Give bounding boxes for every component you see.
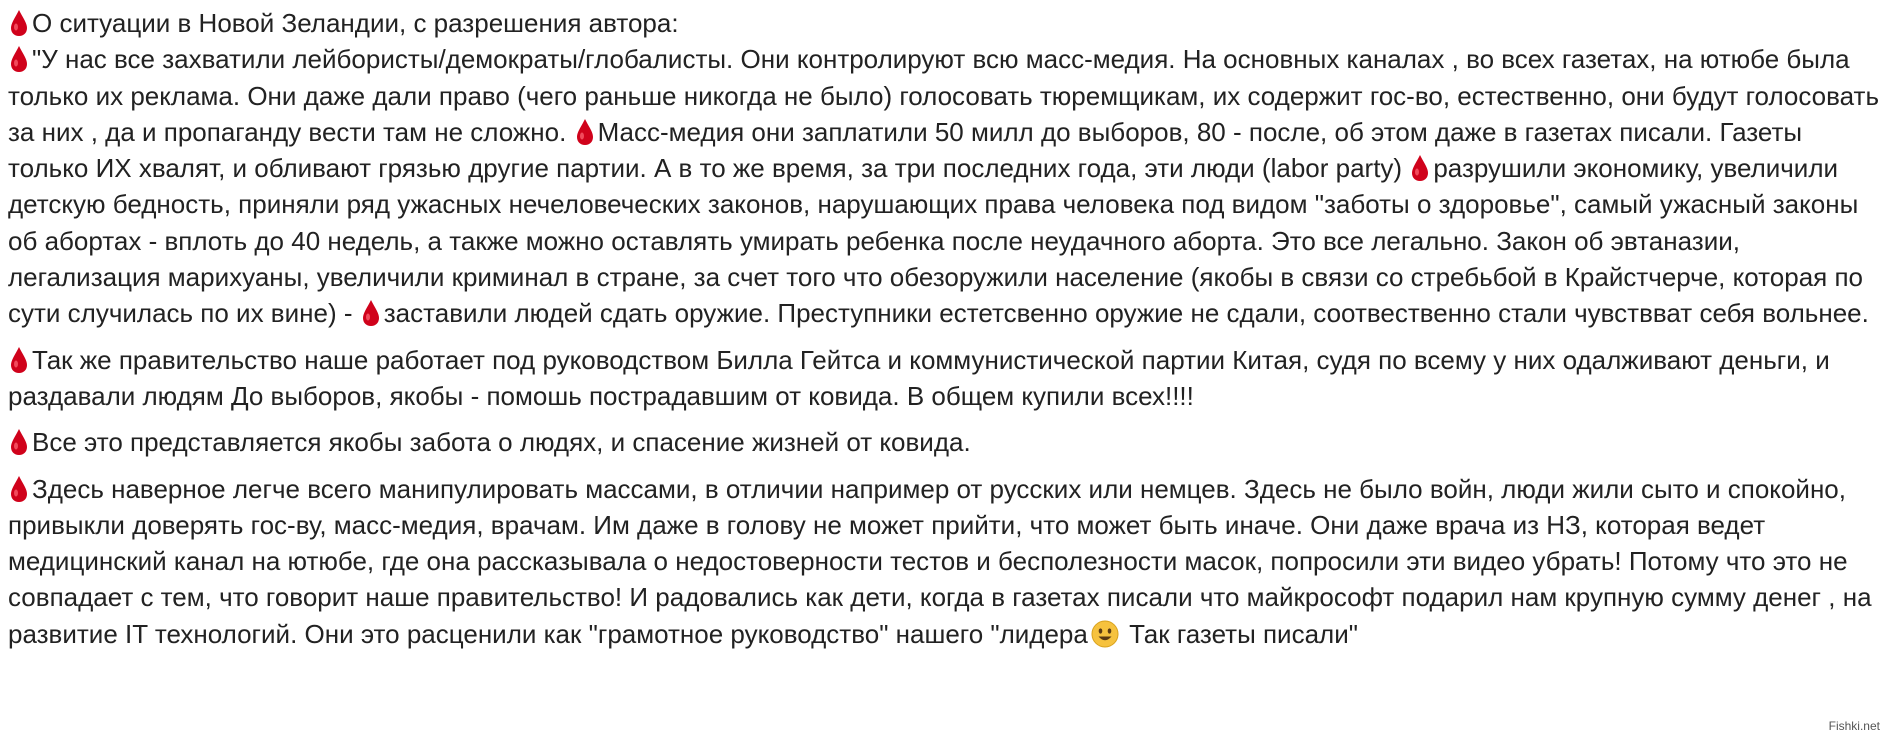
paragraph-text: Здесь наверное легче всего манипулировать массами, в отличии например от русских или немцев. Здесь не было войн, люди жили сыто и спокойно, привыкли доверять гос-ву, масс-медия, врачам. Им даже в голову не может прийти, что может быть иначе. Они даже врача из НЗ, которая ведет медицинский канал на ютюбе, где она рассказывала о недостоверности тестов и бесполезности масок, попросили эти видео убрать! Потому что это не совпадает с тем, что говорит наше правительство! И радовались как дети, когда в газетах писали что майкрософт подарил нам крупную сумму денег , на развитие IT технологий. Они это расценили как "грамотное руководство" нашего "лидера [8,473,1872,649]
paragraph-care [8,424,1882,460]
paragraph-text: "У нас все захватили лейбористы/демократы/глобалисты. Они контролируют всю масс-медия. На основных каналах , во всех газетах, на ютюбе была только их реклама. Они даже дали право (чего раньше никогда не было) голосовать тюремщикам, их содержит гос-во, естественно, они будут голосовать за них , да и пропаганду вести там не сложно. [8,44,1879,147]
paragraph-text: О ситуации в Новой Зеландии, с разрешения автора: [32,8,679,38]
smiling-face-icon [1090,619,1120,649]
blood-drop-icon [574,117,596,147]
paragraph-intro [8,5,1882,41]
blood-drop-icon [360,298,382,328]
site-watermark: Fishki.net [1828,719,1880,733]
blood-drop-icon [1409,153,1431,183]
paragraph-text: заставили людей сдать оружие. Преступники естетсвенно оружие не сдали, соотвественно стали чувствват себя вольнее. [383,298,1869,329]
blood-drop-icon [8,345,30,375]
paragraph-text: Все это представляется якобы забота о людях, и спасение жизней от ковида. [32,427,971,458]
paragraph-quote [8,41,1882,331]
blood-drop-icon [8,474,30,504]
paragraph-text: Так газеты писали" [1121,618,1358,649]
post-body [8,5,1882,652]
blood-drop-icon [8,8,30,38]
blood-drop-icon [8,44,30,74]
blood-drop-icon [8,427,30,457]
paragraph-manipulation [8,471,1882,652]
paragraph-text: Масс-медия они заплатили 50 милл до выборов, 80 - после, об этом даже в газетах писали. Газеты только ИХ хвалят, и обливают грязью другие партии. А в то же время, за три последних года, эти люди (labor party) [8,116,1803,184]
paragraph-text: разрушили экономику, увеличили детскую бедность, приняли ряд ужасных нечеловеческих законов, нарушающих права человека под видом "заботы о здоровье", самый ужасный законы об абортах - вплоть до 40 недель, а также можно оставлять умирать ребенка после неудачного аборта. Это все легально. Закон об эвтаназии, легализация марихуаны, увеличили криминал в стране, за счет того что обезоружили население (якобы в связи со стребьбой в Крайстчерче, которая по сути случилась по их вине) - [8,153,1864,329]
paragraph-text: Так же правительство наше работает под руководством Билла Гейтса и коммунистической партии Китая, судя по всему у них одалживают деньги, и раздавали людям До выборов, якобы - помошь пострадавшим от ковида. В общем купили всех!!!! [8,344,1830,411]
paragraph-government [8,342,1882,415]
